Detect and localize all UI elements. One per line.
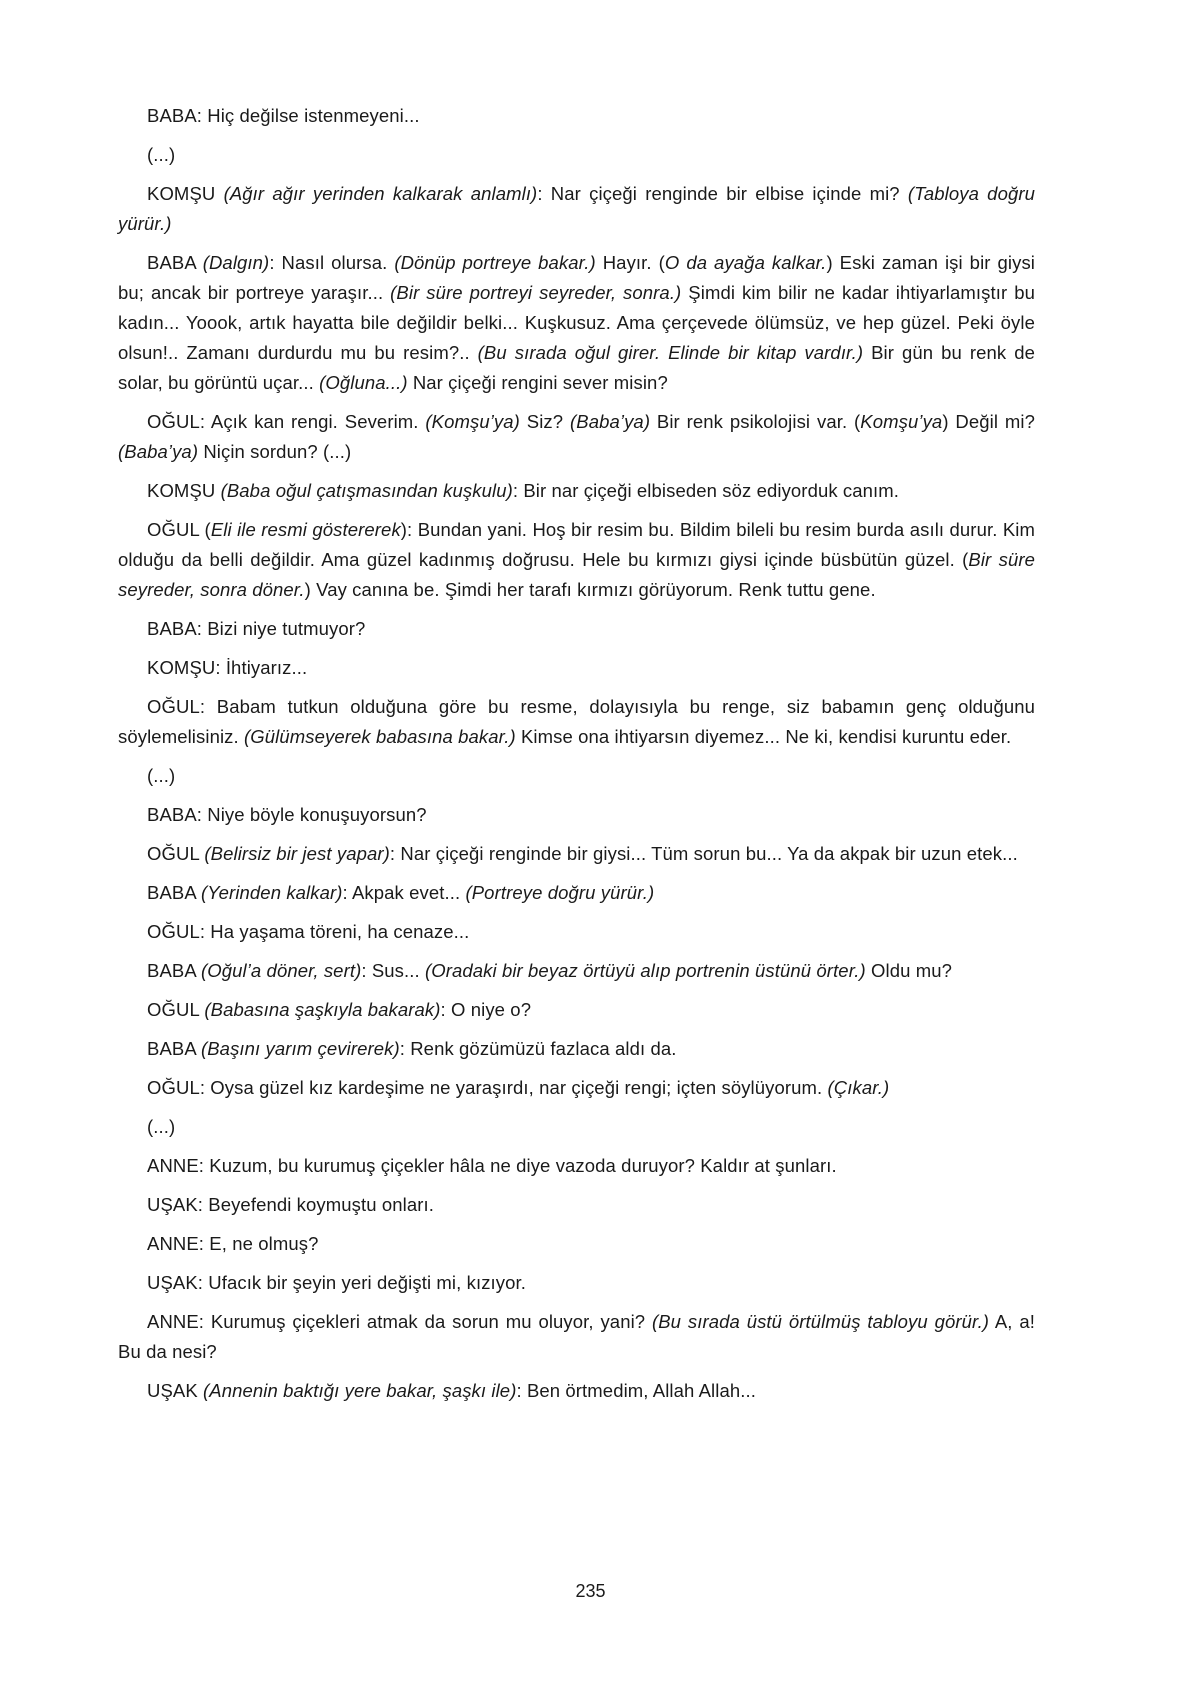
dialogue-text: Siz?: [519, 411, 570, 432]
dialogue-paragraph: [118, 917, 1035, 947]
dialogue-text: UŞAK: Ufacık bir şeyin yeri değişti mi, kızıyor.: [147, 1272, 527, 1293]
stage-direction: (Annenin baktığı yere bakar, şaşkı ile): [203, 1380, 517, 1401]
dialogue-text: BABA: [147, 252, 203, 273]
dialogue-text: : Sus...: [361, 960, 425, 981]
dialogue-paragraph: [118, 101, 1035, 131]
stage-direction: (Ağır ağır yerinden kalkarak anlamlı): [223, 183, 538, 204]
dialogue-paragraph: [118, 800, 1035, 830]
stage-direction: (Dönüp portreye bakar.): [394, 252, 596, 273]
stage-direction: (Başını yarım çevirerek): [200, 1038, 400, 1059]
dialogue-paragraph: [118, 140, 1035, 170]
dialogue-text: Niçin sordun? (...): [198, 441, 352, 462]
dialogue-text: : Nar çiçeği renginde bir giysi... Tüm sorun bu... Ya da akpak bir uzun etek...: [389, 843, 1018, 864]
dialogue-text: : Akpak evet...: [342, 882, 466, 903]
stage-direction: Eli ile resmi göstererek: [210, 519, 401, 540]
stage-direction: (Çıkar.): [827, 1077, 890, 1098]
dialogue-text: BABA: [147, 1038, 201, 1059]
dialogue-text: OĞUL: Babam tutkun olduğuna göre bu resme, dolayısıyla bu renge, siz babamın genç olduğunu söylemelisiniz.: [118, 696, 1035, 747]
dialogue-paragraph: [118, 407, 1035, 467]
dialogue-text: (...): [147, 1116, 176, 1137]
dialogue-paragraph: [118, 956, 1035, 986]
stage-direction: (Tabloya doğru yürür.): [118, 183, 1035, 234]
stage-direction: (Baba’ya): [118, 441, 199, 462]
dialogue-paragraph: [118, 1112, 1035, 1142]
dialogue-text: OĞUL: Ha yaşama töreni, ha cenaze...: [147, 921, 470, 942]
stage-direction: (Bu sırada oğul girer. Elinde bir kitap vardır.): [477, 342, 864, 363]
stage-direction: (Yerinden kalkar): [200, 882, 343, 903]
dialogue-text: Şimdi kim bilir ne kadar ihtiyarlamıştır bu kadın... Yoook, artık hayatta bile değildir belki... Kuşkusuz. Ama çerçevede ölümsüz, ve hep güzel. Peki öyle olsun!.. Zamanı durdurdu mu bu resim?..: [118, 282, 1035, 363]
dialogue-paragraph: [118, 1151, 1035, 1181]
dialogue-text: KOMŞU: [147, 480, 221, 501]
dialogue-paragraph: [118, 1034, 1035, 1064]
dialogue-text: KOMŞU: [147, 183, 224, 204]
dialogue-text: Oldu mu?: [865, 960, 953, 981]
stage-direction: Bir süre seyreder, sonra döner.: [118, 549, 1036, 600]
dialogue-paragraph: [118, 995, 1035, 1025]
dialogue-text: : Nasıl olursa.: [269, 252, 395, 273]
stage-direction: (Bu sırada üstü örtülmüş tabloyu görür.): [651, 1311, 990, 1332]
dialogue-paragraph: [118, 1229, 1035, 1259]
dialogue-text: BABA: Niye böyle konuşuyorsun?: [147, 804, 427, 825]
stage-direction: (Oradaki bir beyaz örtüyü alıp portrenin üstünü örter.): [424, 960, 866, 981]
stage-direction: (Belirsiz bir jest yapar): [204, 843, 390, 864]
stage-direction: (Babasına şaşkıyla bakarak): [204, 999, 441, 1020]
dialogue-text: OĞUL (: [147, 519, 211, 540]
play-text: [118, 101, 1035, 1415]
dialogue-text: UŞAK: Beyefendi koymuştu onları.: [147, 1194, 435, 1215]
dialogue-text: ) Vay canına be. Şimdi her tarafı kırmızı görüyorum. Renk tuttu gene.: [304, 579, 876, 600]
stage-direction: (Oğluna...): [319, 372, 408, 393]
dialogue-text: Nar çiçeği rengini sever misin?: [407, 372, 668, 393]
stage-direction: (Baba oğul çatışmasından kuşkulu): [220, 480, 513, 501]
dialogue-text: ) Eski zaman işi bir giysi bu; ancak bir portreye yaraşır...: [118, 252, 1036, 303]
dialogue-text: : Nar çiçeği renginde bir elbise içinde mi?: [537, 183, 908, 204]
dialogue-text: (...): [147, 144, 176, 165]
dialogue-text: OĞUL: [147, 999, 205, 1020]
stage-direction: O da ayağa kalkar.: [664, 252, 827, 273]
dialogue-paragraph: [118, 1268, 1035, 1298]
dialogue-paragraph: [118, 761, 1035, 791]
dialogue-text: BABA: [147, 960, 201, 981]
stage-direction: (Gülümseyerek babasına bakar.): [244, 726, 516, 747]
dialogue-text: OĞUL: Açık kan rengi. Severim.: [147, 411, 426, 432]
stage-direction: Komşu’ya: [860, 411, 943, 432]
dialogue-text: OĞUL: [147, 843, 205, 864]
dialogue-paragraph: [118, 653, 1035, 683]
stage-direction: (Baba’ya): [570, 411, 651, 432]
dialogue-text: Bir gün bu renk de solar, bu görüntü uçar...: [118, 342, 1035, 393]
dialogue-paragraph: [118, 692, 1035, 752]
dialogue-text: ): Bundan yani. Hoş bir resim bu. Bildim bileli bu resim burda asılı durur. Kim olduğu da belli değildir. Ama güzel kadınmış doğrusu. Hele bu kırmızı giysi içinde büsbütün güzel. (: [118, 519, 1035, 570]
stage-direction: (Dalgın): [202, 252, 270, 273]
dialogue-text: OĞUL: Oysa güzel kız kardeşime ne yaraşırdı, nar çiçeği rengi; içten söylüyorum.: [147, 1077, 828, 1098]
dialogue-text: : Renk gözümüzü fazlaca aldı da.: [399, 1038, 677, 1059]
dialogue-paragraph: [118, 614, 1035, 644]
dialogue-text: BABA: [147, 882, 201, 903]
dialogue-paragraph: [118, 1073, 1035, 1103]
dialogue-paragraph: [118, 476, 1035, 506]
stage-direction: (Oğul’a döner, sert): [200, 960, 362, 981]
dialogue-text: : O niye o?: [440, 999, 532, 1020]
stage-direction: (Portreye doğru yürür.): [465, 882, 655, 903]
dialogue-text: Kimse ona ihtiyarsın diyemez... Ne ki, kendisi kuruntu eder.: [515, 726, 1012, 747]
dialogue-text: Hayır. (: [595, 252, 665, 273]
dialogue-paragraph: [118, 1307, 1035, 1367]
dialogue-text: ANNE: Kuzum, bu kurumuş çiçekler hâla ne diye vazoda duruyor? Kaldır at şunları.: [147, 1155, 837, 1176]
dialogue-paragraph: [118, 1190, 1035, 1220]
dialogue-text: A, a! Bu da nesi?: [118, 1311, 1035, 1362]
dialogue-text: ANNE: Kurumuş çiçekleri atmak da sorun mu oluyor, yani?: [147, 1311, 652, 1332]
dialogue-text: : Bir nar çiçeği elbiseden söz ediyorduk canım.: [512, 480, 900, 501]
dialogue-paragraph: [118, 248, 1035, 398]
dialogue-text: BABA: Bizi niye tutmuyor?: [147, 618, 366, 639]
dialogue-text: KOMŞU: İhtiyarız...: [147, 657, 308, 678]
dialogue-text: Bir renk psikolojisi var. (: [650, 411, 861, 432]
dialogue-text: ) Değil mi?: [942, 411, 1036, 432]
dialogue-text: UŞAK: [147, 1380, 204, 1401]
dialogue-text: : Ben örtmedim, Allah Allah...: [516, 1380, 756, 1401]
dialogue-text: BABA: Hiç değilse istenmeyeni...: [147, 105, 420, 126]
dialogue-paragraph: [118, 839, 1035, 869]
stage-direction: (Komşu’ya): [425, 411, 520, 432]
dialogue-paragraph: [118, 1376, 1035, 1406]
dialogue-paragraph: [118, 179, 1035, 239]
dialogue-paragraph: [118, 515, 1035, 605]
page-number: 235: [575, 1581, 606, 1601]
dialogue-text: (...): [147, 765, 176, 786]
stage-direction: (Bir süre portreyi seyreder, sonra.): [390, 282, 682, 303]
dialogue-paragraph: [118, 878, 1035, 908]
dialogue-text: ANNE: E, ne olmuş?: [147, 1233, 319, 1254]
